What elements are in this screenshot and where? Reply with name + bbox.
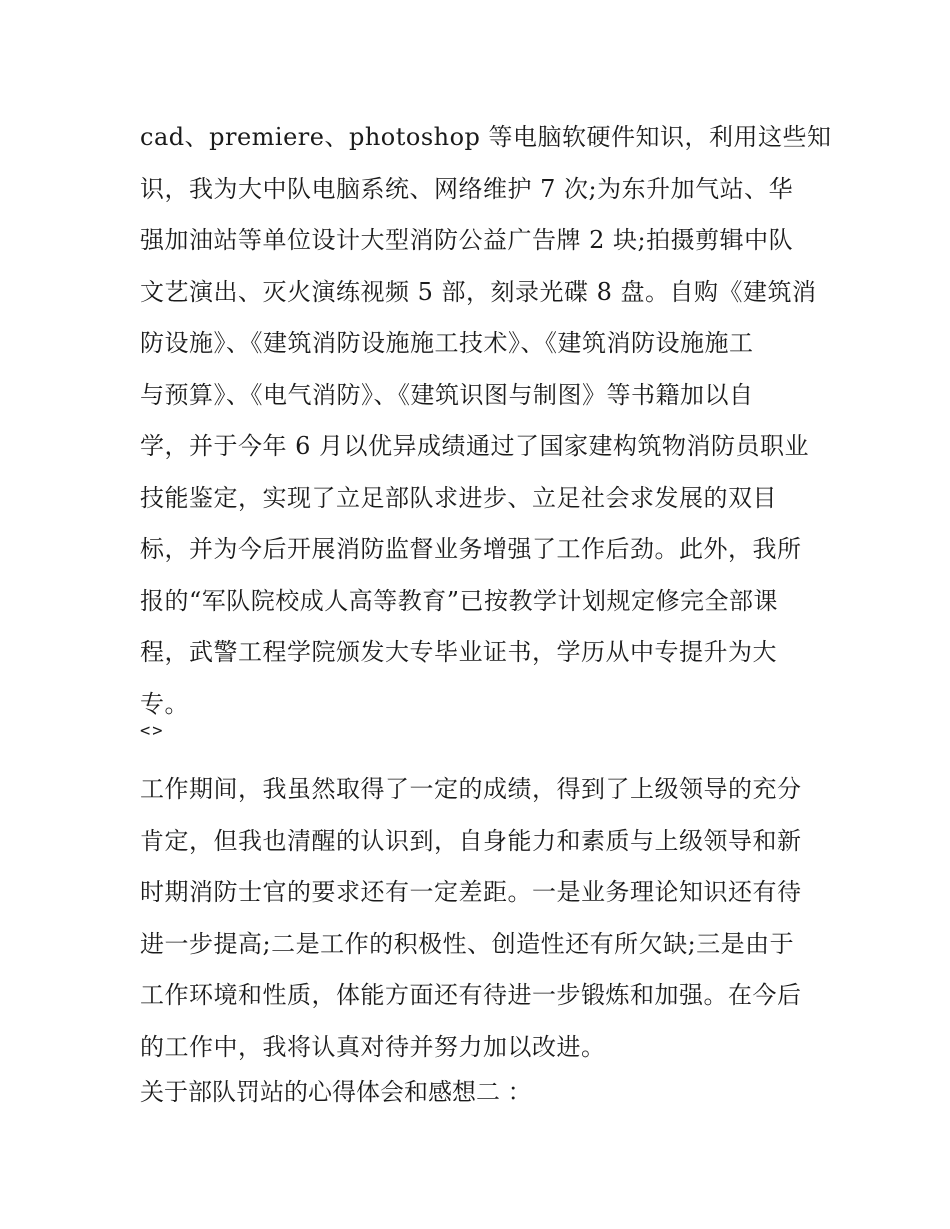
text-line: 工作环境和性质，体能方面还有待进一步锻炼和加强。在今后 xyxy=(140,981,802,1009)
paragraph-2 xyxy=(140,764,815,1073)
text-line: 报的“军队院校成人高等教育”已按教学计划规定修完全部课 xyxy=(140,586,779,615)
section-heading: 关于部队罚站的心得体会和感想二 ： xyxy=(140,1078,532,1106)
text-line: cad、premiere、photoshop 等电脑软硬件知识，利用这些知 xyxy=(140,123,832,151)
text-line: 肯定，但我也清醒的认识到，自身能力和素质与上级领导和新 xyxy=(140,826,802,855)
text-line: 专。 xyxy=(140,689,189,718)
text-line: 进一步提高;二是工作的积极性、创造性还有所欠缺;三是由于 xyxy=(140,929,795,958)
text-line: 技能鉴定，实现了立足部队求进步、立足社会求发展的双目 xyxy=(140,483,777,512)
text-line: 强加油站等单位设计大型消防公益广告牌 2 块;拍摄剪辑中队 xyxy=(140,226,794,254)
text-line: 工作期间，我虽然取得了一定的成绩，得到了上级领导的充分 xyxy=(140,775,802,803)
text-line: 学，并于今年 6 月以优异成绩通过了国家建构筑物消防员职业 xyxy=(140,432,810,460)
text-line: 识，我为大中队电脑系统、网络维护 7 次;为东升加气站、华 xyxy=(140,174,794,203)
paragraph-1 xyxy=(140,112,832,730)
text-line: 防设施》、《建筑消防设施施工技术》、《建筑消防设施施工 xyxy=(140,329,754,357)
text-line: 与预算》、《电气消防》、《建筑识图与制图》等书籍加以自 xyxy=(140,380,754,409)
text-line: 程，武警工程学院颁发大专毕业证书，学历从中专提升为大 xyxy=(140,638,777,666)
text-line: 标，并为今后开展消防监督业务增强了工作后劲。此外，我所 xyxy=(140,535,802,563)
text-line: 的工作中，我将认真对待并努力加以改进。 xyxy=(140,1032,606,1061)
text-line: 时期消防士官的要求还有一定差距。一是业务理论知识还有待 xyxy=(140,878,802,906)
text-line: 文艺演出、灭火演练视频 5 部，刻录光碟 8 盘。自购《建筑消 xyxy=(140,277,817,306)
section-separator: <> xyxy=(140,721,165,741)
